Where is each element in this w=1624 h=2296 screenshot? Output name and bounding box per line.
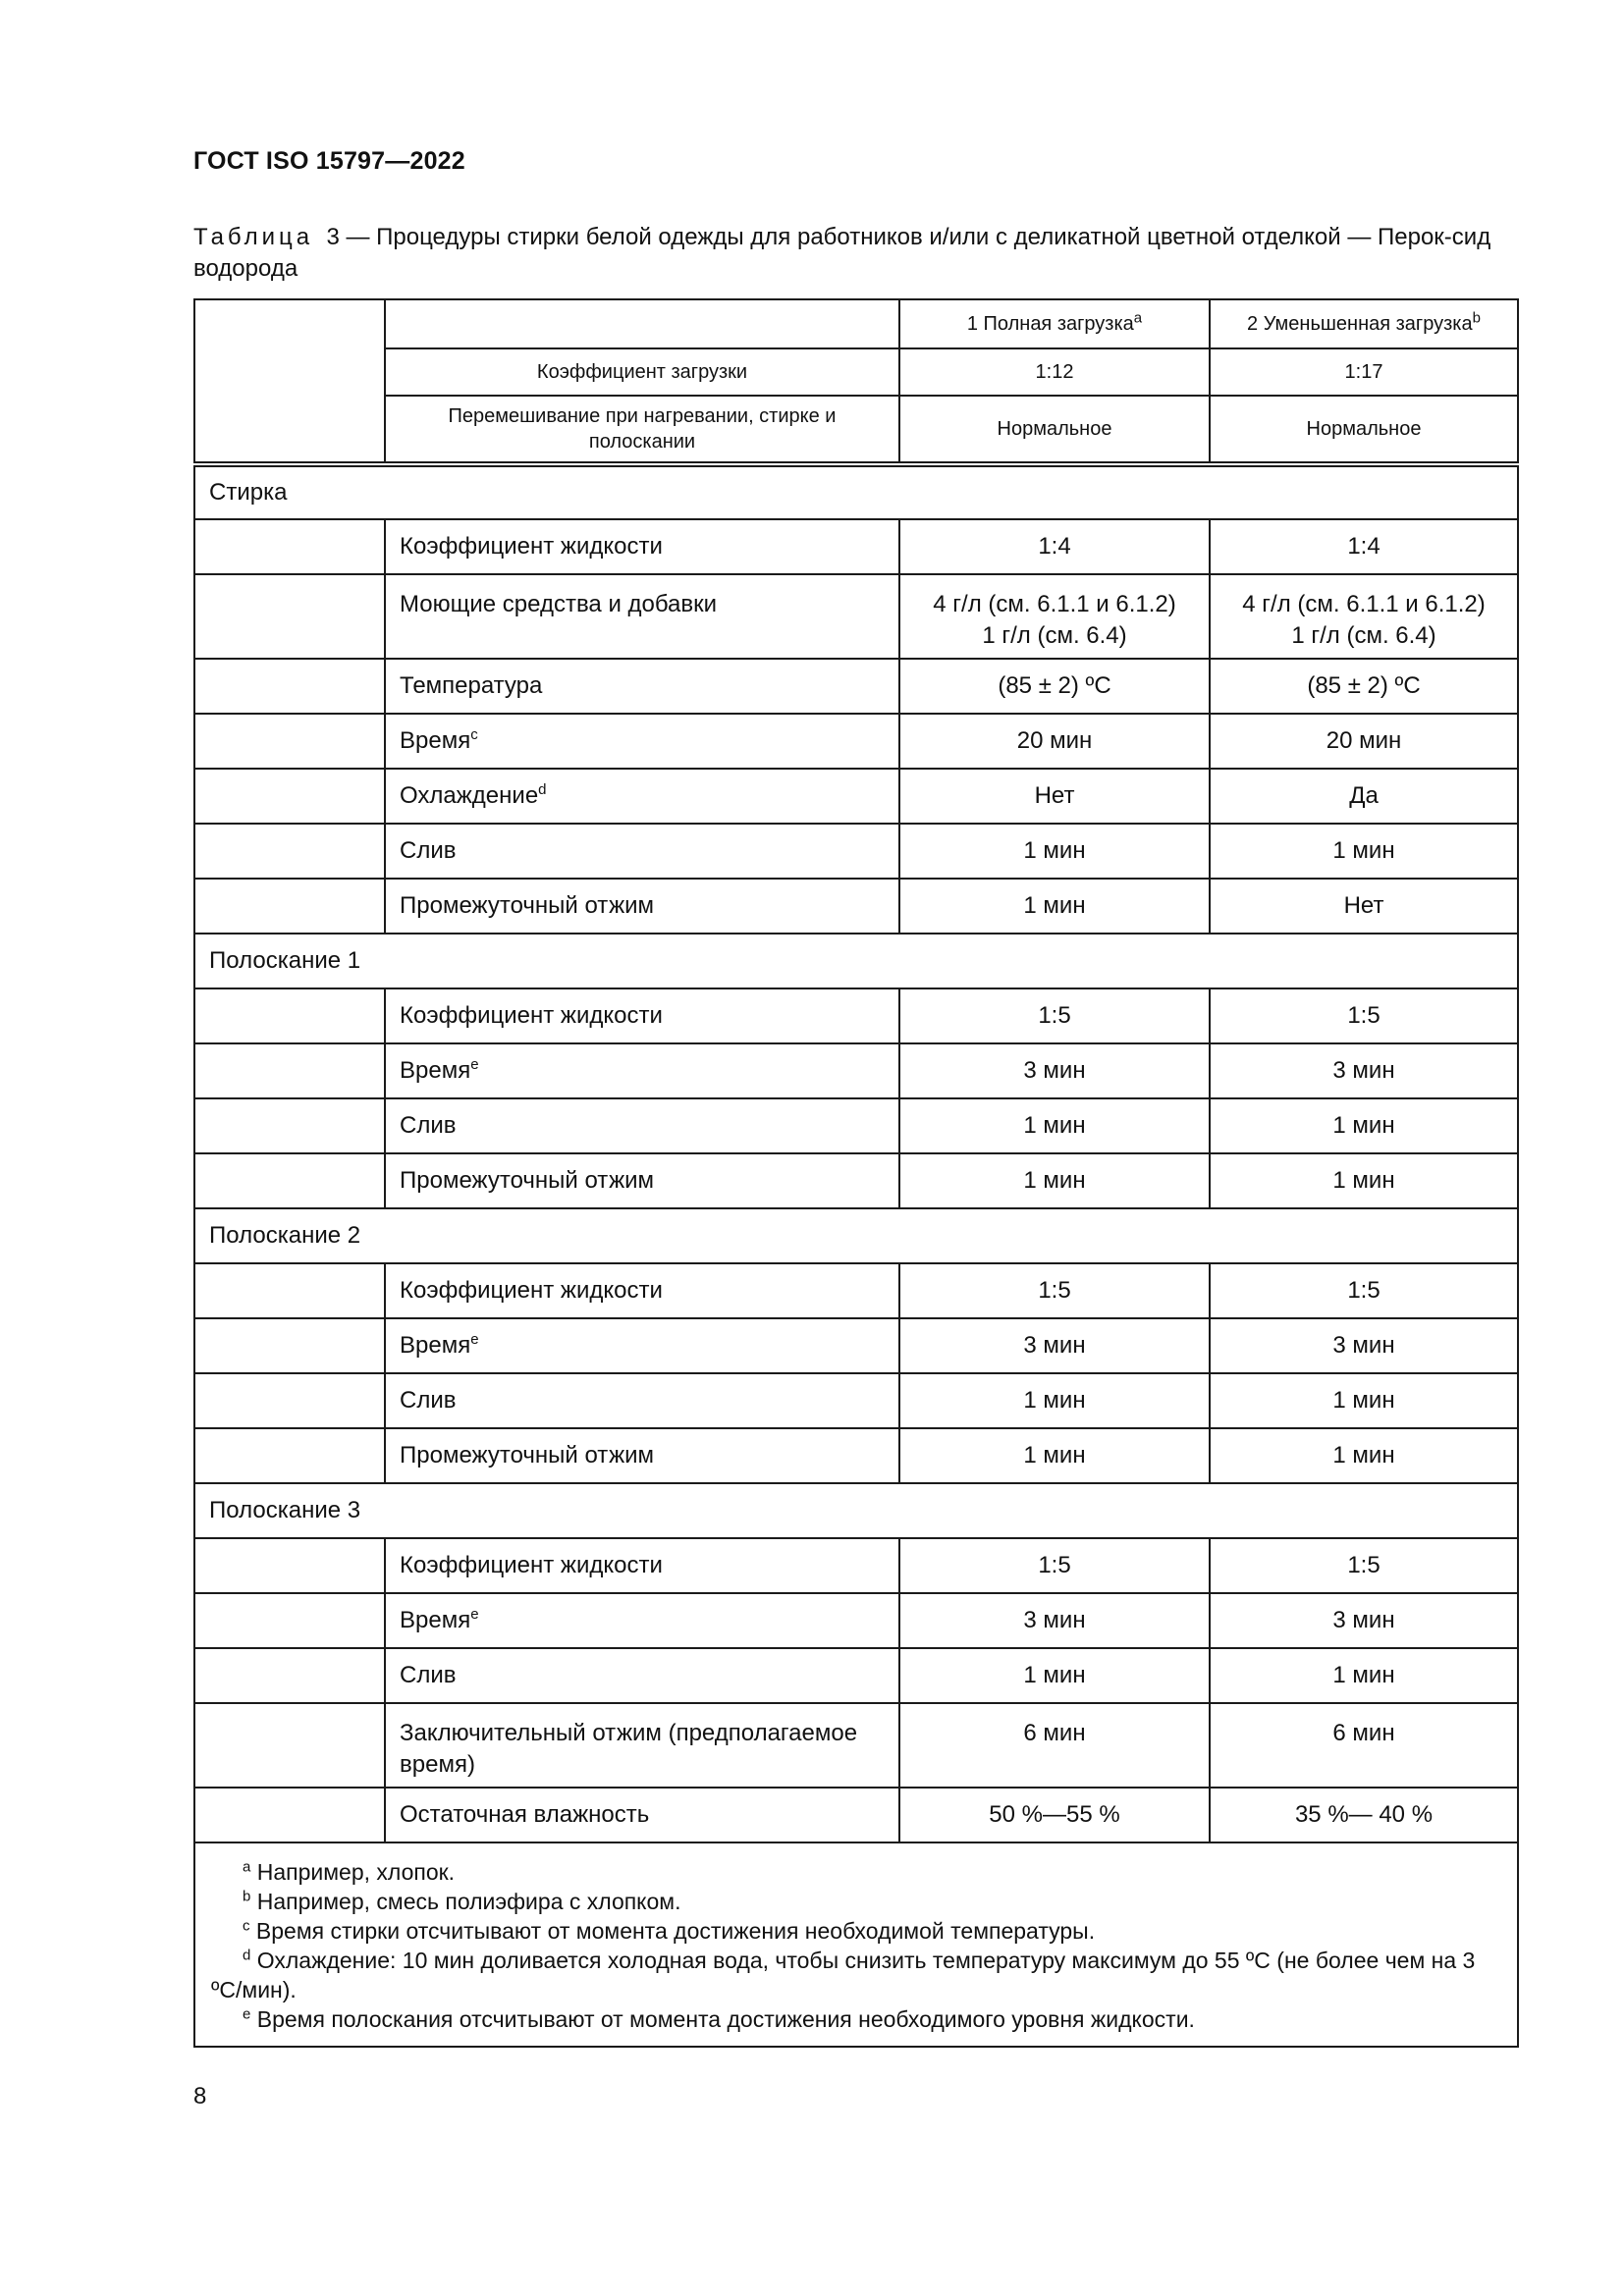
section-header-row <box>194 1208 1518 1263</box>
value-reduced-load: 1:4 <box>1210 519 1518 574</box>
table-row <box>194 824 1518 879</box>
footnote-text: Например, смесь полиэфира с хлопком. <box>256 1889 681 1914</box>
parameter-label: Промежуточный отжим <box>385 1428 899 1483</box>
parameter-label: Слив <box>385 824 899 879</box>
indent-cell <box>194 1788 385 1842</box>
value-full-load: 6 мин <box>899 1703 1210 1788</box>
value-reduced-load: 1:5 <box>1210 1538 1518 1593</box>
footnote-text: Время стирки отсчитывают от момента достижения необходимой температуры. <box>255 1918 1096 1944</box>
parameter-label: Время$^e$ <box>385 1593 899 1648</box>
corner-cell <box>194 299 385 464</box>
footnote-mark: a <box>243 1858 251 1876</box>
value-full-load: 1 мин <box>899 879 1210 934</box>
footnote <box>211 1916 1501 1946</box>
table-row <box>194 659 1518 714</box>
value-reduced-load: 20 мин <box>1210 714 1518 769</box>
indent-cell <box>194 714 385 769</box>
indent-cell <box>194 659 385 714</box>
value-full-load: 1 мин <box>899 1648 1210 1703</box>
table-row <box>194 1098 1518 1153</box>
parameter-label: Температура <box>385 659 899 714</box>
value-full-load: 1:4 <box>899 519 1210 574</box>
parameter-label: Промежуточный отжим <box>385 1153 899 1208</box>
footnote <box>211 1887 1501 1916</box>
footnote-mark: d <box>243 1947 251 1964</box>
indent-cell <box>194 1043 385 1098</box>
indent-cell <box>194 1373 385 1428</box>
header-empty-cell <box>385 299 899 348</box>
table-row <box>194 1648 1518 1703</box>
table-row <box>194 714 1518 769</box>
footnotes <box>194 1842 1518 2047</box>
value-full-load: 1:5 <box>899 1263 1210 1318</box>
table-row <box>194 1593 1518 1648</box>
parameter-label: Заключительный отжим (предполагаемое время) <box>385 1703 899 1788</box>
value-full-load: 1 мин <box>899 1153 1210 1208</box>
section-title: Полоскание 1 <box>194 934 1518 988</box>
value-reduced-load: 3 мин <box>1210 1593 1518 1648</box>
footnote-ref: c <box>470 726 478 743</box>
indent-cell <box>194 1318 385 1373</box>
indent-cell <box>194 574 385 659</box>
value-full-load: 3 мин <box>899 1318 1210 1373</box>
parameter-label: Моющие средства и добавки <box>385 574 899 659</box>
table-row <box>194 1263 1518 1318</box>
value-reduced-load: 3 мин <box>1210 1318 1518 1373</box>
footnote-mark: b <box>243 1888 251 1905</box>
section-header-row <box>194 934 1518 988</box>
value-reduced-load: 1 мин <box>1210 1153 1518 1208</box>
table-row <box>194 1373 1518 1428</box>
indent-cell <box>194 1593 385 1648</box>
table-row <box>194 519 1518 574</box>
indent-cell <box>194 1703 385 1788</box>
indent-cell <box>194 769 385 824</box>
value-reduced-load: Нет <box>1210 879 1518 934</box>
indent-cell <box>194 879 385 934</box>
table-row <box>194 1318 1518 1373</box>
indent-cell <box>194 1648 385 1703</box>
parameter-label: Промежуточный отжим <box>385 879 899 934</box>
parameter-label: Время$^e$ <box>385 1318 899 1373</box>
indent-cell <box>194 1538 385 1593</box>
agitation-row <box>194 396 1518 464</box>
value-full-load: 1:5 <box>899 988 1210 1043</box>
section-header-row <box>194 1483 1518 1538</box>
footnote-text: Время полоскания отсчитывают от момента достижения необходимого уровня жидкости. <box>256 2006 1195 2032</box>
load-ratio-reduced: 1:17 <box>1210 348 1518 396</box>
load-ratio-label: Коэффициент загрузки <box>385 348 899 396</box>
caption-text: 3 — Процедуры стирки белой одежды для работников и/или с деликатной цветной отделкой — Перок-сид водорода <box>193 224 1491 282</box>
column-header-reduced-load: 2 Уменьшенная загрузка$^b$ <box>1210 299 1518 348</box>
value-full-load: 1 мин <box>899 824 1210 879</box>
footnotes-row <box>194 1842 1518 2047</box>
footnote-mark: c <box>243 1917 250 1935</box>
parameter-label: Коэффициент жидкости <box>385 1538 899 1593</box>
table-row <box>194 769 1518 824</box>
parameter-label: Коэффициент жидкости <box>385 519 899 574</box>
value-full-load: 3 мин <box>899 1043 1210 1098</box>
footnote-text: Например, хлопок. <box>256 1859 456 1885</box>
parameter-label: Коэффициент жидкости <box>385 988 899 1043</box>
value-full-load: Нет <box>899 769 1210 824</box>
footnote <box>211 1857 1501 1887</box>
table-row <box>194 1703 1518 1788</box>
section-title: Полоскание 2 <box>194 1208 1518 1263</box>
table-row <box>194 1153 1518 1208</box>
table-row <box>194 574 1518 659</box>
table-row <box>194 988 1518 1043</box>
value-full-load: 4 г/л (см. 6.1.1 и 6.1.2) 1 г/л (см. 6.4) <box>899 574 1210 659</box>
footnote <box>211 2004 1501 2034</box>
value-full-load: 50 %—55 % <box>899 1788 1210 1842</box>
footnote-text: Охлаждение: 10 мин доливается холодная вода, чтобы снизить температуру максимум до 55 ºC (не более чем на 3 ºC/мин). <box>211 1948 1476 2002</box>
value-reduced-load: 6 мин <box>1210 1703 1518 1788</box>
indent-cell <box>194 824 385 879</box>
table-row <box>194 1043 1518 1098</box>
value-reduced-load: 1 мин <box>1210 1373 1518 1428</box>
value-full-load: 1 мин <box>899 1373 1210 1428</box>
section-title: Стирка <box>194 464 1518 519</box>
footnote-mark: e <box>243 2005 251 2023</box>
parameter-label: Слив <box>385 1373 899 1428</box>
parameter-label: Коэффициент жидкости <box>385 1263 899 1318</box>
value-reduced-load: 1 мин <box>1210 1428 1518 1483</box>
indent-cell <box>194 519 385 574</box>
value-reduced-load: 35 %— 40 % <box>1210 1788 1518 1842</box>
indent-cell <box>194 988 385 1043</box>
indent-cell <box>194 1153 385 1208</box>
document-header: ГОСТ ISO 15797—2022 <box>193 147 465 175</box>
value-reduced-load: (85 ± 2) ºC <box>1210 659 1518 714</box>
value-full-load: (85 ± 2) ºC <box>899 659 1210 714</box>
value-reduced-load: 1:5 <box>1210 1263 1518 1318</box>
value-full-load: 1 мин <box>899 1428 1210 1483</box>
table-caption <box>193 222 1517 285</box>
table-row <box>194 879 1518 934</box>
value-reduced-load: 1 мин <box>1210 824 1518 879</box>
washing-procedures-table <box>193 298 1519 2048</box>
footnote-ref: e <box>470 1331 479 1348</box>
parameter-label: Охлаждение$^d$ <box>385 769 899 824</box>
indent-cell <box>194 1263 385 1318</box>
footnote-ref: e <box>470 1606 479 1623</box>
parameter-label: Слив <box>385 1648 899 1703</box>
footnote <box>211 1946 1501 2004</box>
load-ratio-full: 1:12 <box>899 348 1210 396</box>
table-row <box>194 1538 1518 1593</box>
parameter-label: Время$^e$ <box>385 1043 899 1098</box>
load-ratio-row <box>194 348 1518 396</box>
value-reduced-load: 1 мин <box>1210 1648 1518 1703</box>
value-reduced-load: 3 мин <box>1210 1043 1518 1098</box>
section-title: Полоскание 3 <box>194 1483 1518 1538</box>
page-number: 8 <box>193 2083 207 2109</box>
footnote-ref: e <box>470 1056 479 1073</box>
value-reduced-load: 1 мин <box>1210 1098 1518 1153</box>
value-reduced-load: Да <box>1210 769 1518 824</box>
section-header-row <box>194 464 1518 519</box>
value-reduced-load: 1:5 <box>1210 988 1518 1043</box>
value-full-load: 1 мин <box>899 1098 1210 1153</box>
value-full-load: 3 мин <box>899 1593 1210 1648</box>
table-row <box>194 1428 1518 1483</box>
table-row <box>194 1788 1518 1842</box>
value-reduced-load: 4 г/л (см. 6.1.1 и 6.1.2) 1 г/л (см. 6.4) <box>1210 574 1518 659</box>
indent-cell <box>194 1098 385 1153</box>
agitation-full: Нормальное <box>899 396 1210 464</box>
parameter-label: Время$^c$ <box>385 714 899 769</box>
column-header-row <box>194 299 1518 348</box>
parameter-label: Слив <box>385 1098 899 1153</box>
agitation-reduced: Нормальное <box>1210 396 1518 464</box>
value-full-load: 1:5 <box>899 1538 1210 1593</box>
caption-label: Таблица <box>193 224 314 250</box>
agitation-label: Перемешивание при нагревании, стирке и полоскании <box>385 396 899 464</box>
value-full-load: 20 мин <box>899 714 1210 769</box>
indent-cell <box>194 1428 385 1483</box>
column-header-full-load: 1 Полная загрузка$^a$ <box>899 299 1210 348</box>
parameter-label: Остаточная влажность <box>385 1788 899 1842</box>
footnote-ref: d <box>538 781 547 798</box>
